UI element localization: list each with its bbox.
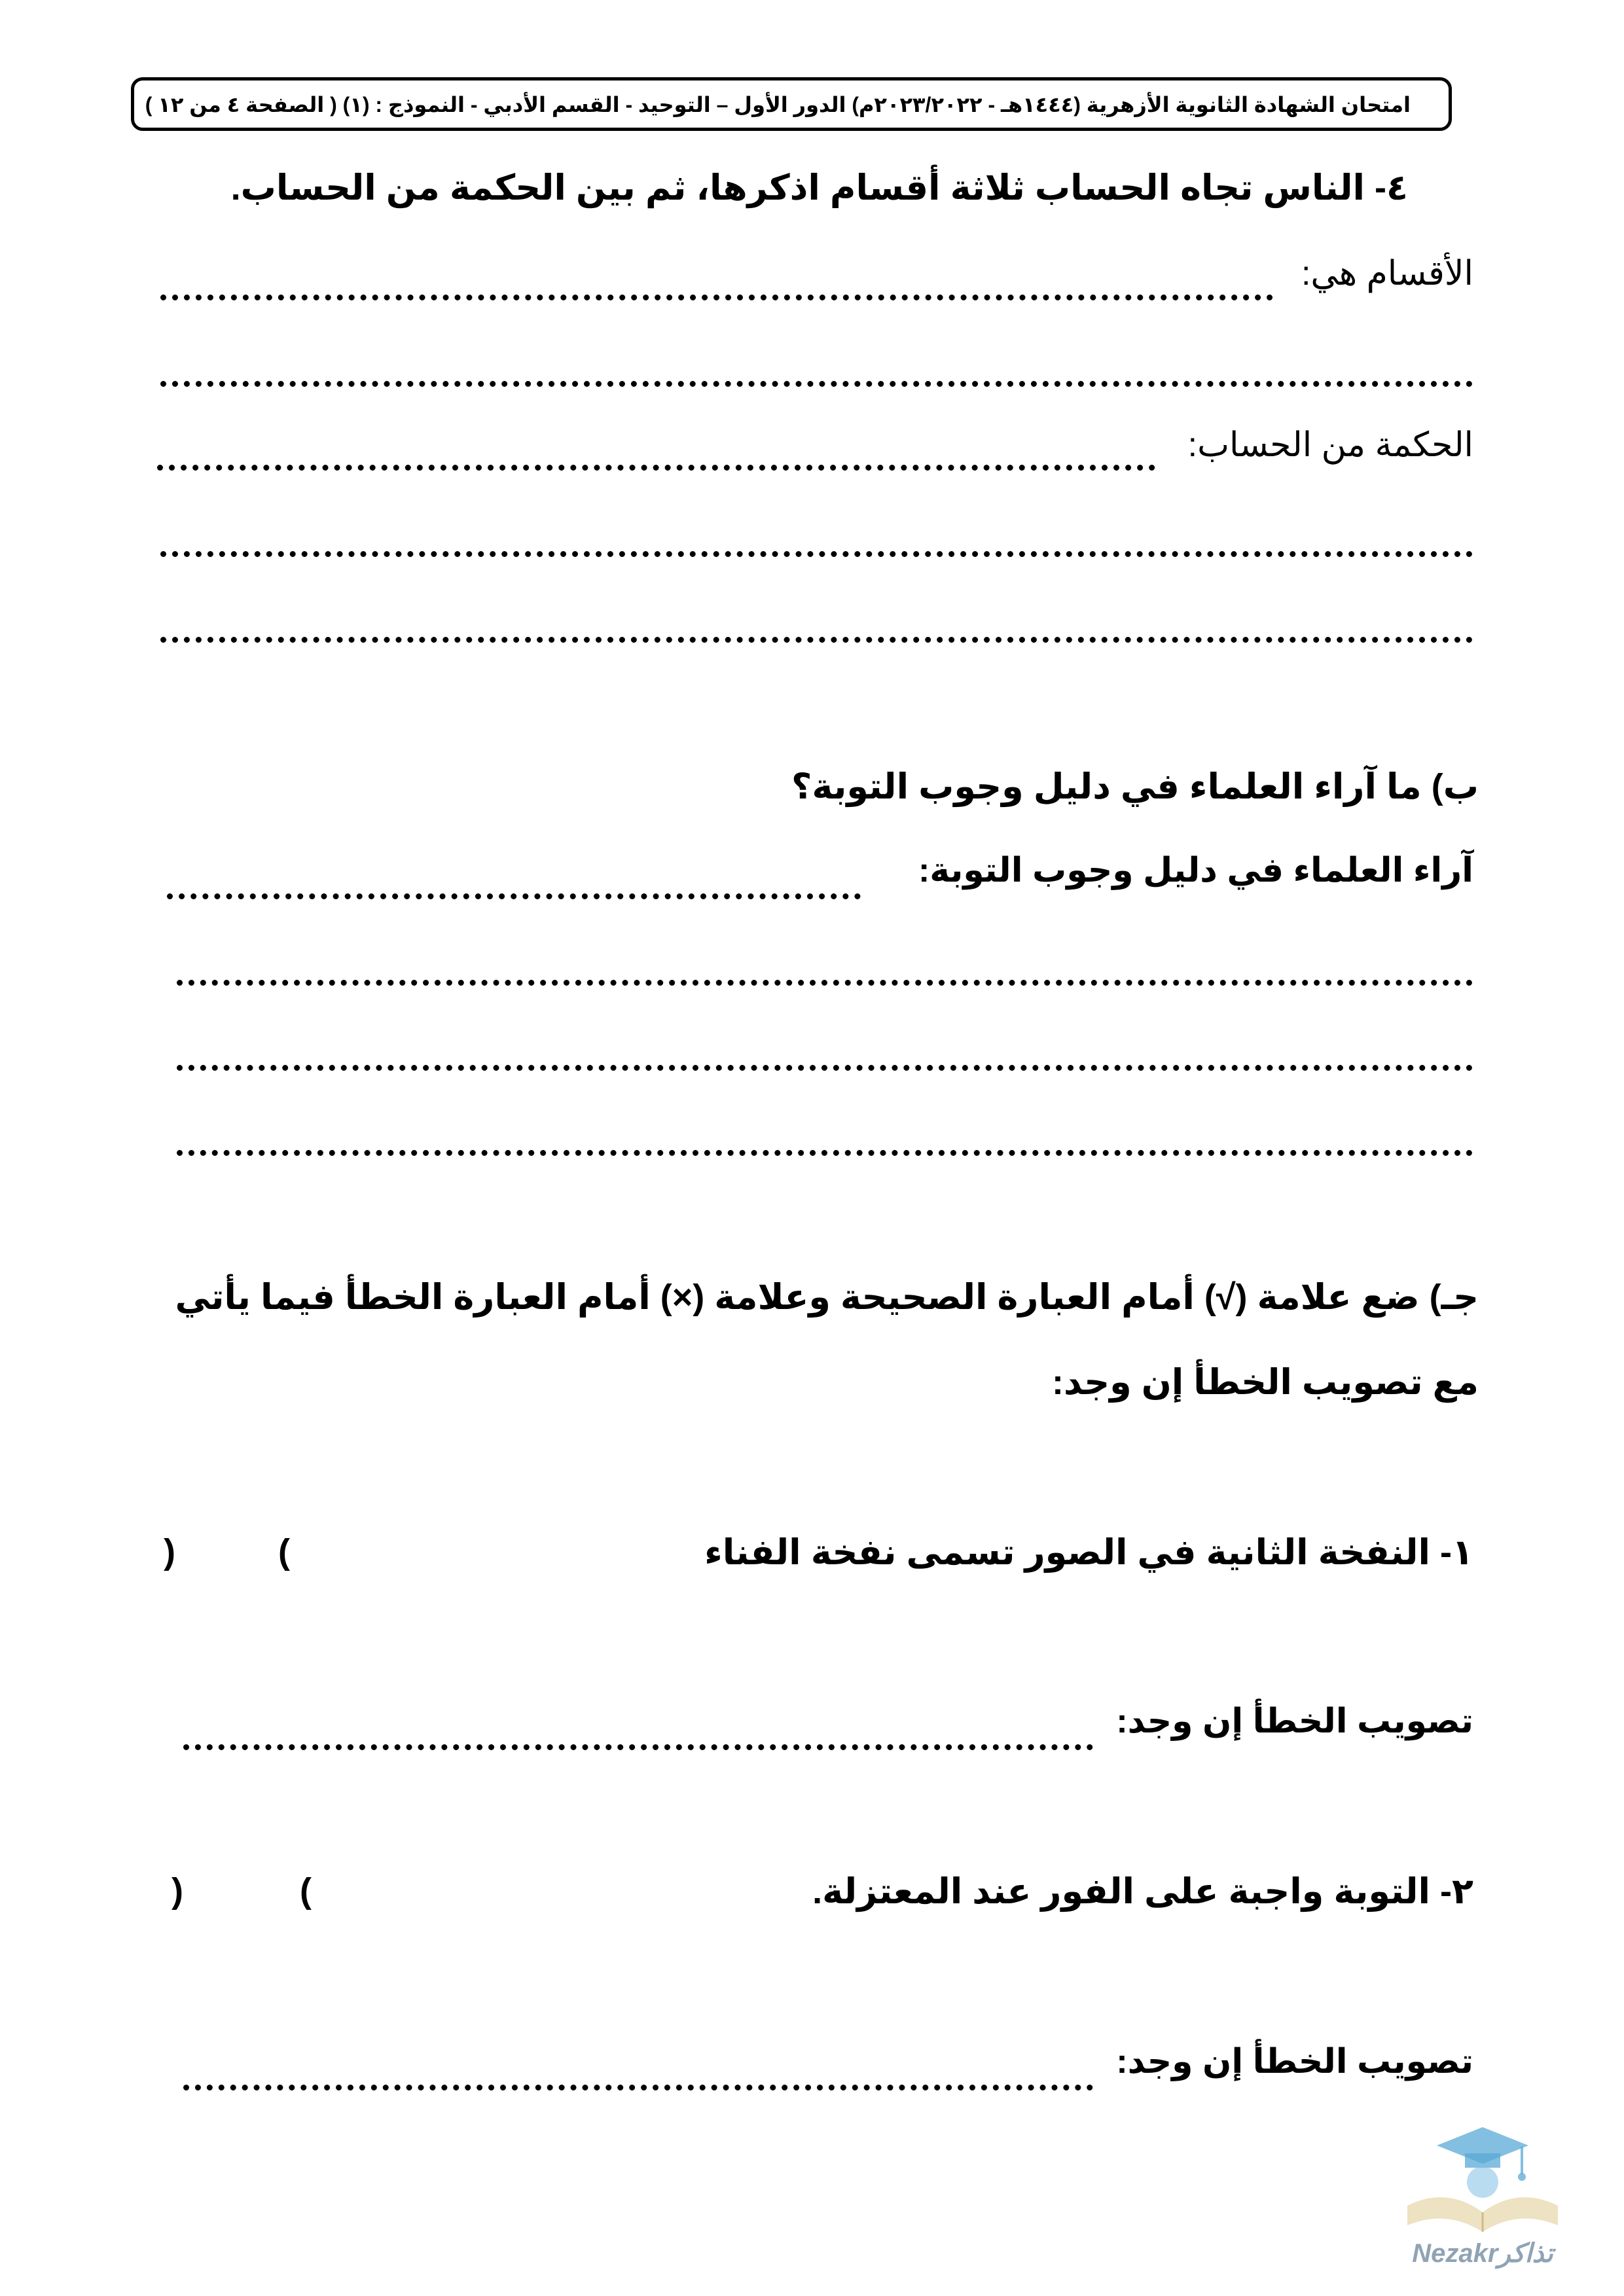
exam-header-text: امتحان الشهادة الثانوية الأزهرية (١٤٤٤هـ - ٢٠٢٣/٢٠٢٢م) الدور الأول – التوحيد - القسم الأدبي - النموذج : (١) ( الصفحة ٤ من ١٢ ) bbox=[145, 93, 1411, 117]
qc-item-1-statement: ١- النفخة الثانية في الصور تسمى نفخة الفناء bbox=[704, 1533, 1473, 1572]
graduation-book-icon bbox=[1388, 2114, 1578, 2238]
qc-item-1-correction-label: تصويب الخطأ إن وجد: bbox=[1116, 1702, 1473, 1740]
logo-text: Nezakrتذاكر bbox=[1412, 2239, 1553, 2268]
q4-title: ٤- الناس تجاه الحساب ثلاثة أقسام اذكرها، ثم بين الحكمة من الحساب. bbox=[230, 168, 1408, 207]
nezakr-logo bbox=[1388, 2114, 1578, 2271]
answer-line bbox=[177, 1058, 1473, 1071]
answer-paren-open[interactable]: ( bbox=[278, 1532, 290, 1571]
answer-paren-open[interactable]: ( bbox=[300, 1871, 312, 1910]
q4-sections-label: الأقسام هي: bbox=[1301, 255, 1473, 293]
qc-item-2-statement: ٢- التوبة واجبة على الفور عند المعتزلة. bbox=[812, 1872, 1473, 1911]
exam-header bbox=[131, 77, 1452, 131]
qc-instruction-line2: مع تصويب الخطأ إن وجد: bbox=[1052, 1363, 1479, 1402]
qb-title: ب) ما آراء العلماء في دليل وجوب التوبة؟ bbox=[791, 767, 1479, 806]
answer-line bbox=[183, 2078, 1093, 2090]
answer-line bbox=[160, 374, 1473, 387]
answer-line bbox=[160, 288, 1273, 300]
answer-line bbox=[177, 1143, 1473, 1156]
answer-line bbox=[177, 973, 1473, 986]
answer-paren-close: ) bbox=[164, 1532, 175, 1571]
answer-line bbox=[160, 545, 1473, 557]
answer-line bbox=[183, 1738, 1093, 1750]
answer-line bbox=[167, 887, 861, 899]
qc-instruction-line1: جـ) ضع علامة (√) أمام العبارة الصحيحة وعلامة (×) أمام العبارة الخطأ فيما يأتي bbox=[175, 1278, 1479, 1317]
answer-line bbox=[160, 630, 1473, 643]
qb-answer-label: آراء العلماء في دليل وجوب التوبة: bbox=[918, 852, 1473, 889]
answer-paren-close: ) bbox=[171, 1871, 183, 1910]
qc-item-2-correction-label: تصويب الخطأ إن وجد: bbox=[1116, 2043, 1473, 2081]
q4-wisdom-label: الحكمة من الحساب: bbox=[1187, 426, 1473, 464]
answer-line bbox=[157, 458, 1155, 471]
